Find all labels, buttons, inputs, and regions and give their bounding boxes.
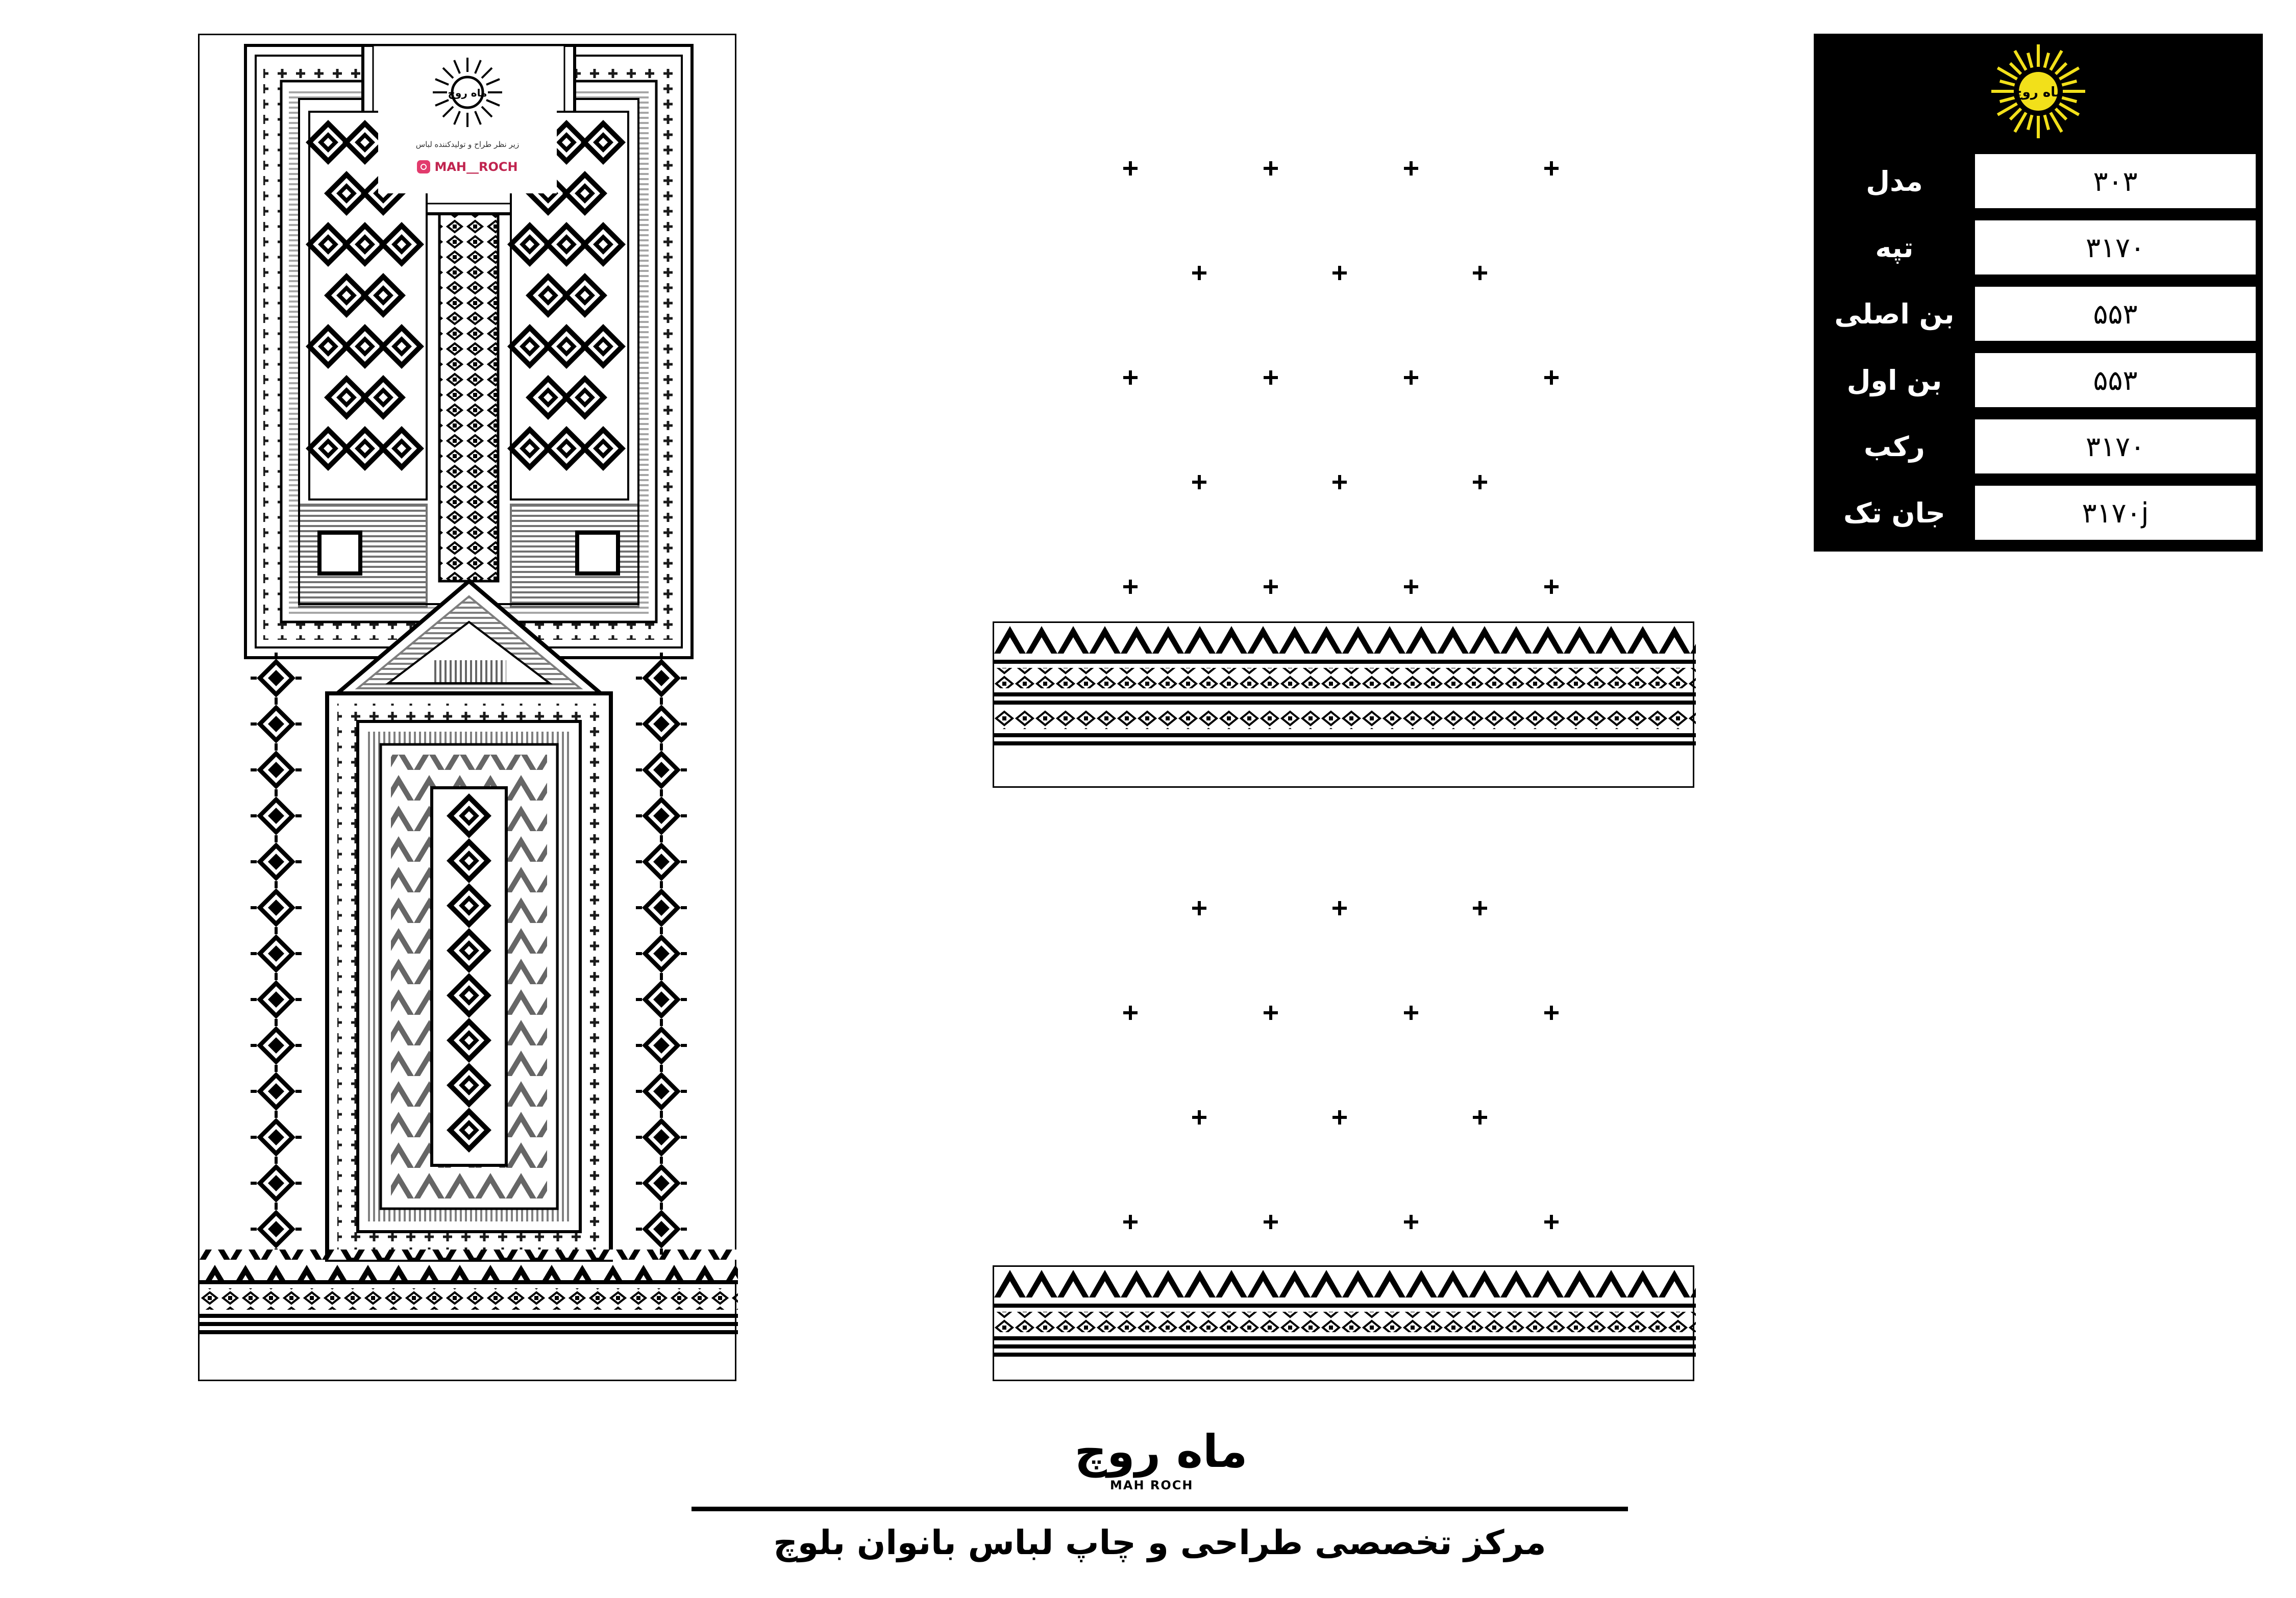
brand-tagline: مرکز تخصصی طراحی و چاپ لباس بانوان بلوچ xyxy=(773,1523,1546,1562)
spec-row-model xyxy=(1821,151,2256,211)
sun-ray xyxy=(2010,63,2021,73)
brand-logo-sub: MAH ROCH xyxy=(1110,1478,1194,1492)
spec-label: رکب xyxy=(1864,430,1925,463)
sun-ray xyxy=(2028,115,2032,130)
spec-row-jantak xyxy=(1821,483,2256,543)
side-motif xyxy=(636,790,687,841)
side-motif xyxy=(636,882,687,933)
sun-ray xyxy=(2060,104,2079,115)
handle-text: MAH__ROCH xyxy=(434,160,518,174)
side-motif xyxy=(636,1112,687,1163)
cross-mark xyxy=(1332,475,1347,489)
spec-table xyxy=(1814,34,2263,552)
cross-mark xyxy=(1192,1110,1206,1125)
side-motif xyxy=(636,698,687,750)
cross-mark xyxy=(1544,161,1559,176)
sun-ray xyxy=(2044,53,2048,67)
spec-row-first-base xyxy=(1821,350,2256,410)
spec-value: ۳۱۷۰j xyxy=(1975,486,2256,540)
brand-divider xyxy=(692,1507,1628,1511)
band-pattern-bottom xyxy=(994,1267,1696,1383)
cross-mark xyxy=(1192,266,1206,280)
sun-ray xyxy=(2060,68,2079,79)
sun-ray xyxy=(2044,115,2048,130)
side-motif xyxy=(251,1112,302,1163)
side-motif xyxy=(251,1158,302,1209)
cross-mark xyxy=(1404,580,1418,594)
side-motif xyxy=(636,1020,687,1071)
side-motif xyxy=(636,928,687,979)
cross-mark xyxy=(1544,1006,1559,1020)
side-motif xyxy=(636,836,687,887)
border-band-top xyxy=(993,621,1694,788)
cross-mark xyxy=(1123,370,1138,385)
sun-ray xyxy=(2015,51,2026,70)
brand-logo xyxy=(1049,1426,1273,1497)
spec-label: جان تک xyxy=(1843,496,1945,529)
spec-value: ۵۵۳ xyxy=(1975,287,2256,341)
dress-pattern xyxy=(200,35,738,1383)
sun-ray xyxy=(2056,63,2066,73)
cross-mark xyxy=(1192,901,1206,915)
sun-ray xyxy=(2010,108,2021,119)
cross-mark xyxy=(1264,161,1278,176)
side-motif xyxy=(251,1204,302,1255)
cross-mark xyxy=(1473,1110,1487,1125)
side-motif xyxy=(636,1204,687,1255)
side-motif xyxy=(636,1158,687,1209)
side-motif xyxy=(251,1020,302,1071)
cross-mark xyxy=(1264,580,1278,594)
cross-mark xyxy=(1332,1110,1347,1125)
sun-ray xyxy=(2028,53,2032,67)
spec-logo xyxy=(1814,34,2263,148)
cross-mark xyxy=(1123,580,1138,594)
cross-mark xyxy=(1332,901,1347,915)
cross-scatter-bottom xyxy=(1097,888,1582,1245)
side-motif xyxy=(251,744,302,795)
sun-logo-icon xyxy=(427,56,508,132)
side-motif xyxy=(251,974,302,1025)
cross-mark xyxy=(1404,161,1418,176)
cross-mark xyxy=(1404,370,1418,385)
sun-ray xyxy=(1997,104,2017,115)
band-pattern-top xyxy=(994,623,1696,789)
sun-ray xyxy=(2051,112,2062,132)
side-motif xyxy=(251,836,302,887)
cross-mark xyxy=(1404,1006,1418,1020)
cross-mark xyxy=(1123,1006,1138,1020)
spec-label: مدل xyxy=(1866,165,1923,197)
side-motif xyxy=(636,1066,687,1117)
cross-scatter-top xyxy=(1097,148,1582,607)
label-line: زیر نظر طراح و تولیدکننده لباس xyxy=(415,140,520,149)
cross-mark xyxy=(1264,1006,1278,1020)
spec-label: بن اول xyxy=(1846,364,1942,396)
sun-ray xyxy=(2062,97,2077,102)
spec-label: بن اصلی xyxy=(1834,297,1955,330)
cross-mark xyxy=(1404,1215,1418,1229)
side-motif xyxy=(251,653,302,704)
sun-ray xyxy=(2015,112,2026,132)
side-motif xyxy=(251,790,302,841)
cross-mark xyxy=(1544,370,1559,385)
side-motif xyxy=(251,928,302,979)
cross-mark xyxy=(1544,580,1559,594)
sun-ray xyxy=(2062,81,2077,85)
spec-row-rekab xyxy=(1821,416,2256,477)
spec-label: تپه xyxy=(1875,231,1914,264)
side-motif xyxy=(251,698,302,750)
side-motif xyxy=(636,744,687,795)
cross-mark xyxy=(1332,266,1347,280)
border-band-bottom xyxy=(993,1265,1694,1381)
cross-mark xyxy=(1264,370,1278,385)
spec-row-tapeh xyxy=(1821,217,2256,278)
instagram-handle xyxy=(409,158,526,176)
sun-ray xyxy=(1997,68,2017,79)
sun-ray xyxy=(2056,108,2066,119)
dress-design-panel xyxy=(198,34,736,1381)
side-motif xyxy=(251,882,302,933)
spec-value: ۳۰۳ xyxy=(1975,154,2256,208)
yellow-sun-logo-icon xyxy=(1987,40,2089,142)
sun-ray xyxy=(2051,51,2062,70)
cross-mark xyxy=(1473,266,1487,280)
cross-mark xyxy=(1123,161,1138,176)
neck-label xyxy=(378,56,557,193)
spec-row-main-base xyxy=(1821,284,2256,344)
spec-logo-text: ماه روچ xyxy=(2012,84,2064,100)
spec-value: ۵۵۳ xyxy=(1975,353,2256,407)
cross-mark xyxy=(1473,901,1487,915)
cross-mark xyxy=(1544,1215,1559,1229)
side-motif xyxy=(636,653,687,704)
brand-logo-text: ماه روچ xyxy=(1074,1425,1248,1478)
side-motif xyxy=(636,974,687,1025)
spec-value: ۳۱۷۰ xyxy=(1975,220,2256,274)
spec-value: ۳۱۷۰ xyxy=(1975,419,2256,473)
cross-mark xyxy=(1473,475,1487,489)
side-motif xyxy=(251,1066,302,1117)
svg-text:ماه روچ: ماه روچ xyxy=(448,87,487,99)
cross-mark xyxy=(1192,475,1206,489)
instagram-icon xyxy=(417,160,430,173)
cross-mark xyxy=(1123,1215,1138,1229)
cross-mark xyxy=(1264,1215,1278,1229)
